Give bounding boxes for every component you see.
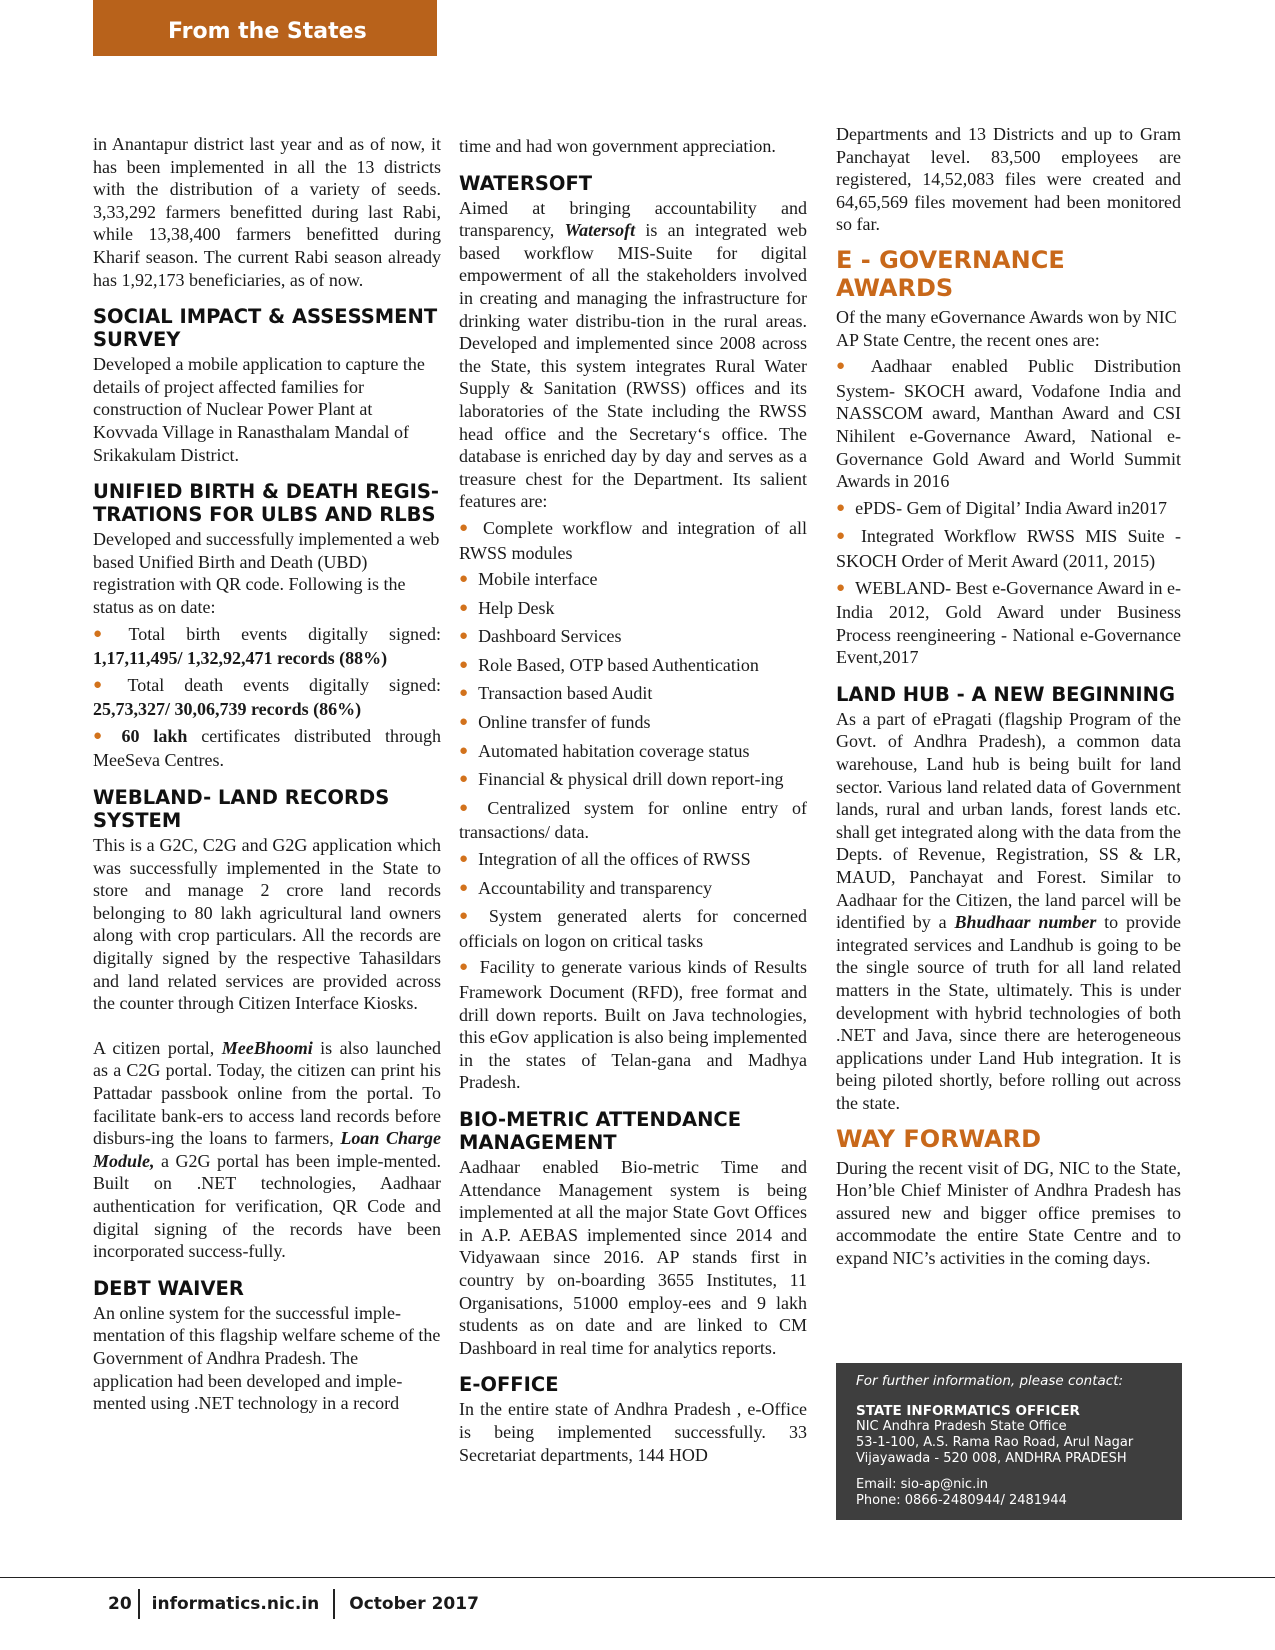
contact-title: STATE INFORMATICS OFFICER: [856, 1403, 1080, 1419]
page-number: 20: [108, 1594, 132, 1614]
list-item: ● Automated habitation coverage status: [459, 740, 807, 765]
list-item: ● WEBLAND- Best e-Governance Award in e-India 2012, Gold Award under Business Process reengineering - National e-Governance Event,2017: [836, 577, 1181, 669]
list-item: ● Dashboard Services: [459, 625, 807, 650]
list-item: ● Role Based, OTP based Authentication: [459, 654, 807, 679]
heading-land-hub: LAND HUB - A NEW BEGINNING: [836, 682, 1175, 706]
social-impact-text: Developed a mobile application to capture the details of project affected families for construction of Nuclear Power Plant at Kovvada Village in Ranasthalam Mandal of Srikakulam District.: [93, 354, 425, 465]
list-item: ● Transaction based Audit: [459, 682, 807, 707]
column-2: [459, 135, 807, 1466]
list-item: ● Mobile interface: [459, 568, 807, 593]
heading-biometric: BIO-METRIC ATTENDANCE MANAGEMENT: [459, 1107, 742, 1154]
ubd-status-list: [93, 623, 441, 773]
list-item: ● 60 lakh certificates distributed through MeeSeva Centres.: [93, 725, 441, 772]
column-3: [836, 123, 1181, 1270]
awards-text: Of the many eGovernance Awards won by NIC AP State Centre, the recent ones are:: [836, 306, 1177, 350]
footer-separator: [333, 1589, 335, 1619]
list-item: ● Centralized system for online entry of transactions/ data.: [459, 797, 807, 844]
list-item: ● Integration of all the offices of RWSS: [459, 848, 807, 873]
heading-watersoft: WATERSOFT: [459, 171, 593, 195]
footer-site-link[interactable]: informatics.nic.in: [151, 1594, 320, 1614]
contact-line: NIC Andhra Pradesh State Office: [856, 1419, 1067, 1434]
footer-separator: [138, 1589, 140, 1619]
contact-line: 53-1-100, A.S. Rama Rao Road, Arul Nagar: [856, 1435, 1134, 1450]
debt-waiver-text: An online system for the successful imple-mentation of this flagship welfare scheme of the Government of Andhra Pradesh. The application had been developed and imple-mented using .NET technology in a record: [93, 1302, 441, 1414]
webland-text-1: This is a G2C, C2G and G2G application which was successfully implemented in the State to store and manage 2 crore land records belonging to 80 lakh agricultural land owners along with crop particulars. All the records are digitally signed by the respective Tahasildars and land related services are provided across the counter through Citizen Interface Kiosks.: [93, 835, 441, 1014]
heading-way-forward: WAY FORWARD: [836, 1124, 1042, 1153]
contact-phone: Phone: 0866-2480944/ 2481944: [856, 1493, 1067, 1508]
land-hub-text: As a part of ePragati (flagship Program of the Govt. of Andhra Pradesh), a common data warehouse, Land hub is being built for land sector. Various land related data of Government lands, rural and urban lands, forest lands etc. shall get integrated along with the data from the Depts. of Revenue, Registration, SS & LR, MAUD, Panchayat and Forest. Similar to Aadhaar for the Citizen, the land parcel will be identified by a Bhudhaar number to provide integrated services and Landhub is going to be the single source of truth for all land related matters in the State, ultimately. This is under development with hybrid technologies of both .NET and Java, since there are heterogeneous applications under Land Hub integration. It is being piloted shortly, before rolling out across the state.: [836, 708, 1181, 1113]
list-item: ● Accountability and transparency: [459, 877, 807, 902]
list-item: ● Integrated Workflow RWSS MIS Suite - SKOCH Order of Merit Award (2011, 2015): [836, 525, 1181, 572]
webland-text-2: A citizen portal, MeeBhoomi is also launched as a C2G portal. Today, the citizen can print his Pattadar passbook online from the portal. To facilitate bank-ers to access land records before disburs-ing the loans to farmers, Loan Charge Module, a G2G portal has been imple-mented. Built on .NET technologies, Aadhaar authentication for verification, QR Code and digital signing of the records have been incorporated success-fully.: [93, 1037, 441, 1262]
col1-intro: in Anantapur district last year and as of now, it has been implemented in all the 13 districts with the distribution of a variety of seeds. 3,33,292 farmers benefitted during last Rabi, while 13,38,400 farmers benefitted during Kharif season. The current Rabi season already has 1,92,173 beneficiaries, as of now.: [93, 134, 441, 290]
list-item: ● System generated alerts for concerned officials on logon on critical tasks: [459, 905, 807, 952]
list-item: ● Total death events digitally signed: 25,73,327/ 30,06,739 records (86%): [93, 674, 441, 721]
contact-line: Vijayawada - 520 008, ANDHRA PRADESH: [856, 1451, 1127, 1466]
contact-email[interactable]: Email: sio-ap@nic.in: [856, 1477, 989, 1492]
heading-ubd: UNIFIED BIRTH & DEATH REGIS-TRATIONS FOR ULBS AND RLBS: [93, 480, 439, 527]
section-header-tab: [93, 0, 437, 56]
list-item: ● Total birth events digitally signed: 1,17,11,495/ 1,32,92,471 records (88%): [93, 623, 441, 670]
awards-list: [836, 355, 1181, 669]
list-item: ● Help Desk: [459, 597, 807, 622]
col3-intro: Departments and 13 Districts and up to Gram Panchayat level. 83,500 employees are registered, 14,52,083 files were created and 64,65,569 files movement had been monitored so far.: [836, 124, 1181, 235]
watersoft-text: Aimed at bringing accountability and transparency, Watersoft is an integrated web based workflow MIS-Suite for digital empowerment of all the stakeholders involved in creating and managing the infrastructure for drinking water distribu-tion in the rural areas. Developed and implemented since 2008 across the State, this system integrates Rural Water Supply & Sanitation (RWSS) offices and its laboratories of the State including the RWSS head office and the Secretary‘s office. The database is enriched day by day and serves as a treasure chest for the Department. Its salient features are:: [459, 197, 807, 512]
ubd-text: Developed and successfully implemented a web based Unified Birth and Death (UBD) registration with QR code. Following is the status as on date:: [93, 529, 440, 617]
column-1: [93, 133, 441, 1415]
footer-divider: [0, 1577, 1275, 1578]
list-item: ● Complete workflow and integration of all RWSS modules: [459, 517, 807, 564]
watersoft-features-list: [459, 517, 807, 1094]
list-item: ● Financial & physical drill down report-ing: [459, 768, 807, 793]
list-item: ● Online transfer of funds: [459, 711, 807, 736]
list-item: ● ePDS- Gem of Digital’ India Award in2017: [836, 497, 1181, 522]
footer: [108, 1588, 479, 1620]
heading-social-impact: SOCIAL IMPACT & ASSESSMENT SURVEY: [93, 305, 438, 352]
contact-lead: For further information, please contact:: [856, 1373, 1124, 1389]
footer-issue: October 2017: [349, 1594, 479, 1614]
heading-egov-awards: E - GOVERNANCE AWARDS: [836, 245, 1065, 302]
list-item: ● Facility to generate various kinds of Results Framework Document (RFD), free format and drill down reports. Built on Java technologies, this eGov application is also being implemented in the states of Telan-gana and Madhya Pradesh.: [459, 956, 807, 1094]
contact-box: [836, 1363, 1182, 1520]
heading-eoffice: E-OFFICE: [459, 1373, 559, 1397]
heading-webland: WEBLAND- LAND RECORDS SYSTEM: [93, 786, 390, 833]
col2-intro: time and had won government appreciation.: [459, 136, 776, 156]
way-forward-text: During the recent visit of DG, NIC to the State, Hon’ble Chief Minister of Andhra Pradesh has assured new and bigger office premises to accommodate the entire State Centre and to expand NIC’s activities in the coming days.: [836, 1157, 1181, 1268]
heading-debt-waiver: DEBT WAIVER: [93, 1276, 244, 1300]
biometric-text: Aadhaar enabled Bio-metric Time and Attendance Management system is being implemented at all the major State Govt Offices in A.P. AEBAS implemented since 2014 and Vidyawaan since 2016. AP stands first in country by on-boarding 3655 Institutes, 11 Organisations, 51000 employ-ees and 9 lakh students as on date and are linked to CM Dashboard in real time for analytics reports.: [459, 1156, 807, 1358]
eoffice-text: In the entire state of Andhra Pradesh , e-Office is being implemented successfully. 33 Secretariat departments, 144 HOD: [459, 1399, 807, 1465]
section-title: From the States: [168, 19, 367, 44]
list-item: ● Aadhaar enabled Public Distribution System- SKOCH award, Vodafone India and NASSCOM award, Manthan Award and CSI Nihilent e-Governance Award, National e-Governance Gold Award and World Summit Awards in 2016: [836, 355, 1181, 493]
